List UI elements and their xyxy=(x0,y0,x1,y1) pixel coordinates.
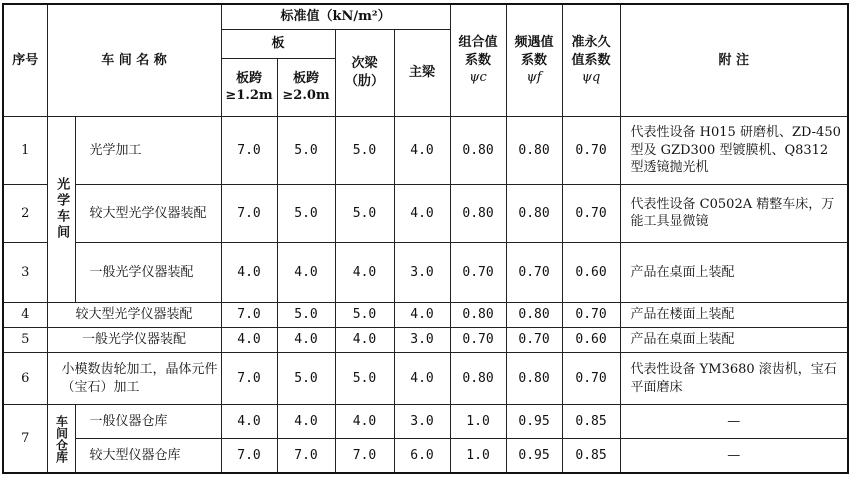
row-quasi-coef: 0.60 xyxy=(562,242,620,302)
row-note: 代表性设备 YM3680 滚齿机，宝石平面磨床 xyxy=(620,353,848,405)
row-main-beam: 6.0 xyxy=(394,439,450,473)
row-secondary-beam: 5.0 xyxy=(335,303,394,328)
row-main-beam: 4.0 xyxy=(394,116,450,184)
header-frequent-line1: 频遇值 xyxy=(514,35,554,51)
row-slab-2-0m: 5.0 xyxy=(277,353,335,405)
row-no: 5 xyxy=(3,328,47,353)
header-quasi-permanent-coef xyxy=(562,4,620,116)
row-frequent-coef: 0.80 xyxy=(506,353,562,405)
header-combination-line2: 系数 xyxy=(465,52,492,68)
row-slab-2-0m: 5.0 xyxy=(277,303,335,328)
row-slab-1-2m: 4.0 xyxy=(221,405,277,439)
row-quasi-coef: 0.70 xyxy=(562,353,620,405)
load-values-table xyxy=(2,3,849,474)
row-name: 较大型光学仪器装配 xyxy=(75,184,221,242)
table-row xyxy=(3,353,848,405)
row-no: 2 xyxy=(3,184,47,242)
row-main-beam: 4.0 xyxy=(394,353,450,405)
row-quasi-coef: 0.70 xyxy=(562,116,620,184)
row-combination-coef: 0.70 xyxy=(450,328,506,353)
row-main-beam: 3.0 xyxy=(394,328,450,353)
row-no: 6 xyxy=(3,353,47,405)
row-frequent-coef: 0.95 xyxy=(506,405,562,439)
group-workshop-warehouse: 车间仓库 xyxy=(47,405,75,473)
row-name: 较大型仪器仓库 xyxy=(75,439,221,473)
row-frequent-coef: 0.95 xyxy=(506,439,562,473)
row-secondary-beam: 4.0 xyxy=(335,405,394,439)
row-combination-coef: 1.0 xyxy=(450,405,506,439)
header-main-beam: 主梁 xyxy=(394,29,450,116)
header-secondary-beam xyxy=(335,29,394,116)
row-frequent-coef: 0.80 xyxy=(506,116,562,184)
header-frequent-symbol: ψf xyxy=(526,70,542,86)
header-quasi-line2: 值系数 xyxy=(571,52,611,68)
table-row xyxy=(3,184,848,242)
row-name: 光学加工 xyxy=(75,116,221,184)
row-quasi-coef: 0.60 xyxy=(562,328,620,353)
row-slab-2-0m: 7.0 xyxy=(277,439,335,473)
row-combination-coef: 0.80 xyxy=(450,303,506,328)
header-combination-coef xyxy=(450,4,506,116)
row-quasi-coef: 0.70 xyxy=(562,184,620,242)
row-note: 代表性设备 H015 研磨机、ZD-450 型及 GZD300 型镀膜机、Q8312 型透镜抛光机 xyxy=(620,116,848,184)
row-main-beam: 4.0 xyxy=(394,184,450,242)
row-no: 3 xyxy=(3,242,47,302)
row-no: 7 xyxy=(3,405,47,473)
header-slab-span-1-2m xyxy=(221,58,277,116)
table-row xyxy=(3,242,848,302)
row-no: 4 xyxy=(3,303,47,328)
header-quasi-symbol: ψq xyxy=(581,70,601,86)
row-slab-1-2m: 7.0 xyxy=(221,184,277,242)
row-secondary-beam: 4.0 xyxy=(335,242,394,302)
row-secondary-beam: 7.0 xyxy=(335,439,394,473)
row-secondary-beam: 4.0 xyxy=(335,328,394,353)
header-span2-line2: ≥2.0m xyxy=(282,88,330,104)
table-row xyxy=(3,405,848,439)
row-slab-1-2m: 7.0 xyxy=(221,303,277,328)
row-main-beam: 4.0 xyxy=(394,303,450,328)
header-secondary-line1: 次梁 xyxy=(351,56,378,72)
row-quasi-coef: 0.85 xyxy=(562,439,620,473)
row-slab-1-2m: 4.0 xyxy=(221,328,277,353)
row-secondary-beam: 5.0 xyxy=(335,353,394,405)
header-seq: 序号 xyxy=(3,4,47,116)
row-note: — xyxy=(620,439,848,473)
row-note: 产品在桌面上装配 xyxy=(620,328,848,353)
row-slab-1-2m: 4.0 xyxy=(221,242,277,302)
row-frequent-coef: 0.70 xyxy=(506,242,562,302)
row-main-beam: 3.0 xyxy=(394,242,450,302)
header-notes: 附 注 xyxy=(620,4,848,116)
table-row xyxy=(3,439,848,473)
header-span2-line1: 板跨 xyxy=(293,70,320,86)
row-note: — xyxy=(620,405,848,439)
header-workshop-name: 车 间 名 称 xyxy=(47,4,221,116)
row-combination-coef: 1.0 xyxy=(450,439,506,473)
row-slab-1-2m: 7.0 xyxy=(221,353,277,405)
header-span1-line1: 板跨 xyxy=(236,70,263,86)
row-combination-coef: 0.70 xyxy=(450,242,506,302)
row-secondary-beam: 5.0 xyxy=(335,116,394,184)
row-name: 一般光学仪器装配 xyxy=(75,242,221,302)
table-row xyxy=(3,303,848,328)
row-name: 一般光学仪器装配 xyxy=(47,328,221,353)
group-optical-workshop: 光学车间 xyxy=(47,116,75,302)
row-slab-2-0m: 4.0 xyxy=(277,405,335,439)
row-slab-2-0m: 5.0 xyxy=(277,184,335,242)
row-secondary-beam: 5.0 xyxy=(335,184,394,242)
header-combination-line1: 组合值 xyxy=(458,35,498,51)
header-frequent-coef xyxy=(506,4,562,116)
row-name: 小模数齿轮加工，晶体元件（宝石）加工 xyxy=(47,353,221,405)
row-note: 产品在楼面上装配 xyxy=(620,303,848,328)
row-combination-coef: 0.80 xyxy=(450,353,506,405)
row-frequent-coef: 0.80 xyxy=(506,303,562,328)
row-slab-2-0m: 5.0 xyxy=(277,116,335,184)
header-secondary-line2: （肋） xyxy=(345,73,385,89)
row-slab-1-2m: 7.0 xyxy=(221,116,277,184)
header-quasi-line1: 准永久 xyxy=(571,35,611,51)
header-combination-symbol: ψc xyxy=(469,70,487,86)
header-span1-line2: ≥1.2m xyxy=(225,88,273,104)
row-note: 产品在桌面上装配 xyxy=(620,242,848,302)
row-frequent-coef: 0.70 xyxy=(506,328,562,353)
row-quasi-coef: 0.70 xyxy=(562,303,620,328)
header-frequent-line2: 系数 xyxy=(521,52,548,68)
row-name: 一般仪器仓库 xyxy=(75,405,221,439)
header-slab-span-2-0m xyxy=(277,58,335,116)
row-quasi-coef: 0.85 xyxy=(562,405,620,439)
row-no: 1 xyxy=(3,116,47,184)
header-standard-value: 标准值（kN/m²） xyxy=(221,4,450,29)
row-combination-coef: 0.80 xyxy=(450,184,506,242)
table-row xyxy=(3,116,848,184)
row-slab-2-0m: 4.0 xyxy=(277,328,335,353)
row-combination-coef: 0.80 xyxy=(450,116,506,184)
row-frequent-coef: 0.80 xyxy=(506,184,562,242)
row-name: 较大型光学仪器装配 xyxy=(47,303,221,328)
header-slab: 板 xyxy=(221,29,335,58)
row-main-beam: 3.0 xyxy=(394,405,450,439)
row-note: 代表性设备 C0502A 精整车床，万能工具显微镜 xyxy=(620,184,848,242)
row-slab-2-0m: 4.0 xyxy=(277,242,335,302)
table-row xyxy=(3,328,848,353)
row-slab-1-2m: 7.0 xyxy=(221,439,277,473)
